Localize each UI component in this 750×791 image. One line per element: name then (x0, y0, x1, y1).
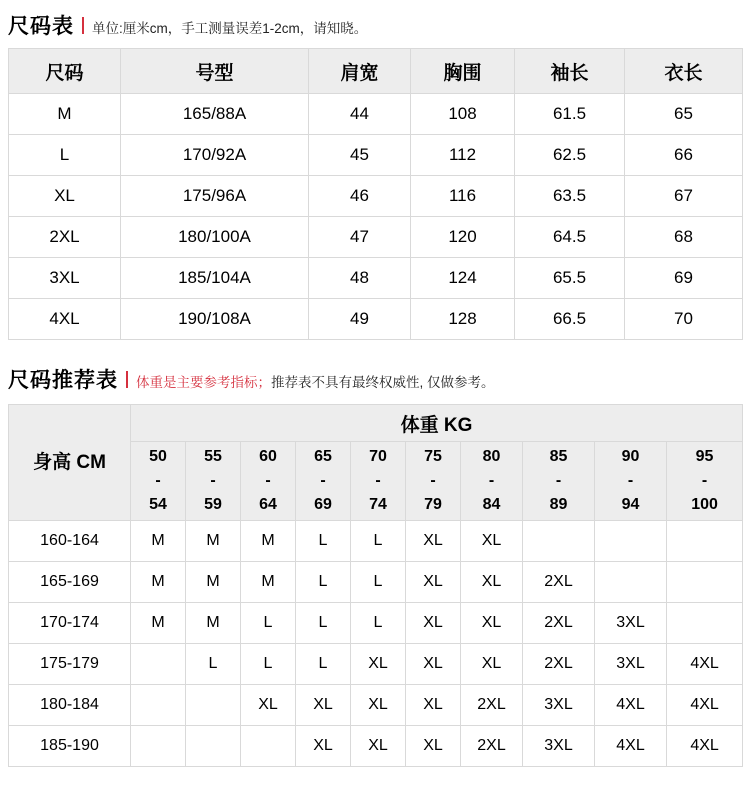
weight-dash: - (430, 472, 436, 489)
table-row (9, 685, 743, 726)
size-table-heading (0, 0, 750, 48)
size-cell (131, 685, 186, 726)
size-table-title: 尺码表 (8, 15, 74, 38)
size-cell: L (351, 562, 406, 603)
size-cell: 2XL (461, 685, 523, 726)
size-cell: L (351, 521, 406, 562)
size-cell: 3XL (523, 685, 595, 726)
size-cell: 4XL (595, 726, 667, 767)
table-cell: 62.5 (515, 135, 625, 176)
table-cell: 45 (309, 135, 411, 176)
table-cell: 108 (411, 94, 515, 135)
table-cell: 180/100A (121, 217, 309, 258)
weight-to: 94 (621, 496, 640, 513)
size-cell: XL (351, 726, 406, 767)
weight-range-column (241, 442, 296, 521)
table-row (9, 176, 743, 217)
table-row (9, 94, 743, 135)
size-cell: XL (461, 603, 523, 644)
weight-range-column (595, 442, 667, 521)
accent-divider (126, 371, 128, 388)
weight-from: 95 (695, 448, 714, 465)
size-cell: L (241, 603, 296, 644)
weight-range-column (131, 442, 186, 521)
size-cell: L (186, 644, 241, 685)
size-cell: XL (461, 562, 523, 603)
table-cell: XL (9, 176, 121, 217)
weight-from: 60 (259, 448, 277, 465)
table-cell: 68 (625, 217, 743, 258)
table-cell: 63.5 (515, 176, 625, 217)
table-cell: 65 (625, 94, 743, 135)
size-cell: XL (406, 562, 461, 603)
table-row (9, 258, 743, 299)
table-cell: M (9, 94, 121, 135)
table-row (9, 521, 743, 562)
height-header-line1: 身高 (33, 451, 72, 473)
table-cell: L (9, 135, 121, 176)
size-cell: L (296, 644, 351, 685)
table-cell: 61.5 (515, 94, 625, 135)
table-cell: 120 (411, 217, 515, 258)
size-table-col-header: 尺码 (9, 49, 121, 94)
height-cell: 180-184 (9, 685, 131, 726)
height-cell: 185-190 (9, 726, 131, 767)
weight-range-column (667, 442, 743, 521)
height-cell: 160-164 (9, 521, 131, 562)
size-cell: M (241, 562, 296, 603)
size-cell: 4XL (667, 685, 743, 726)
size-cell: 3XL (595, 603, 667, 644)
size-cell: XL (241, 685, 296, 726)
size-cell: 4XL (667, 644, 743, 685)
table-cell: 185/104A (121, 258, 309, 299)
table-cell: 3XL (9, 258, 121, 299)
weight-header: 体重 KG (131, 405, 743, 442)
size-cell: XL (406, 521, 461, 562)
size-table-col-header: 号型 (121, 49, 309, 94)
weight-from: 75 (424, 448, 442, 465)
weight-dash: - (555, 472, 562, 489)
table-cell: 116 (411, 176, 515, 217)
height-header-line2: CM (76, 451, 106, 473)
size-cell: 3XL (523, 726, 595, 767)
size-cell (667, 521, 743, 562)
table-cell: 190/108A (121, 299, 309, 340)
weight-range-column (351, 442, 406, 521)
size-cell (186, 685, 241, 726)
table-cell: 67 (625, 176, 743, 217)
size-cell: L (351, 603, 406, 644)
size-cell (667, 562, 743, 603)
size-cell: L (296, 603, 351, 644)
table-cell: 170/92A (121, 135, 309, 176)
weight-dash: - (155, 472, 161, 489)
weight-dash: - (320, 472, 326, 489)
accent-divider (82, 17, 84, 34)
height-cell: 170-174 (9, 603, 131, 644)
table-row (9, 217, 743, 258)
weight-from: 85 (549, 448, 568, 465)
size-table-header-row (9, 49, 743, 94)
weight-to: 64 (259, 496, 277, 513)
size-cell: XL (351, 644, 406, 685)
table-cell: 175/96A (121, 176, 309, 217)
weight-to: 54 (149, 496, 167, 513)
table-cell: 69 (625, 258, 743, 299)
size-cell: L (296, 521, 351, 562)
size-cell: XL (406, 726, 461, 767)
size-cell (523, 521, 595, 562)
size-cell (241, 726, 296, 767)
weight-range-column (523, 442, 595, 521)
table-cell: 44 (309, 94, 411, 135)
weight-to: 59 (204, 496, 222, 513)
size-cell (667, 603, 743, 644)
table-row (9, 299, 743, 340)
weight-dash: - (265, 472, 271, 489)
recommend-note-highlight: 体重是主要参考指标； (136, 375, 271, 390)
size-table (8, 48, 743, 340)
table-row (9, 644, 743, 685)
size-cell: 2XL (461, 726, 523, 767)
weight-from: 80 (482, 448, 501, 465)
table-cell: 48 (309, 258, 411, 299)
size-cell: M (241, 521, 296, 562)
size-cell: XL (296, 685, 351, 726)
size-table-col-header: 袖长 (515, 49, 625, 94)
size-cell: 4XL (667, 726, 743, 767)
size-cell: XL (351, 685, 406, 726)
weight-from: 90 (621, 448, 640, 465)
size-cell: M (131, 521, 186, 562)
size-cell: XL (461, 521, 523, 562)
weight-range-column (186, 442, 241, 521)
size-cell (595, 521, 667, 562)
size-cell: L (296, 562, 351, 603)
weight-from: 50 (149, 448, 167, 465)
section-spacer (0, 340, 750, 354)
table-row (9, 135, 743, 176)
weight-from: 70 (369, 448, 387, 465)
table-cell: 65.5 (515, 258, 625, 299)
size-cell: M (186, 562, 241, 603)
size-cell: 2XL (523, 562, 595, 603)
table-cell: 165/88A (121, 94, 309, 135)
height-header (9, 405, 131, 521)
size-cell: M (186, 603, 241, 644)
size-cell (131, 726, 186, 767)
size-cell: XL (406, 685, 461, 726)
recommend-note-rest: 推荐表不具有最终权威性, 仅做参考。 (271, 375, 495, 390)
size-cell: 3XL (595, 644, 667, 685)
size-cell: 2XL (523, 603, 595, 644)
size-table-col-header: 肩宽 (309, 49, 411, 94)
table-cell: 70 (625, 299, 743, 340)
weight-range-column (461, 442, 523, 521)
size-cell: M (131, 603, 186, 644)
weight-dash: - (375, 472, 381, 489)
weight-header-row (9, 405, 743, 442)
table-cell: 64.5 (515, 217, 625, 258)
table-cell: 46 (309, 176, 411, 217)
size-cell (595, 562, 667, 603)
table-cell: 66.5 (515, 299, 625, 340)
size-cell: M (186, 521, 241, 562)
recommend-table (8, 404, 743, 767)
recommend-table-heading (0, 354, 750, 402)
table-cell: 49 (309, 299, 411, 340)
table-cell: 2XL (9, 217, 121, 258)
weight-from: 65 (314, 448, 332, 465)
recommend-table-title: 尺码推荐表 (8, 369, 118, 392)
size-cell (186, 726, 241, 767)
weight-to: 89 (549, 496, 568, 513)
size-cell: XL (406, 603, 461, 644)
weight-to: 100 (691, 496, 718, 513)
table-cell: 66 (625, 135, 743, 176)
size-table-col-header: 衣长 (625, 49, 743, 94)
table-cell: 112 (411, 135, 515, 176)
weight-to: 74 (369, 496, 387, 513)
table-cell: 128 (411, 299, 515, 340)
weight-dash: - (210, 472, 216, 489)
size-cell: XL (406, 644, 461, 685)
weight-dash: - (701, 472, 708, 489)
table-cell: 47 (309, 217, 411, 258)
size-table-col-header: 胸围 (411, 49, 515, 94)
height-cell: 165-169 (9, 562, 131, 603)
size-cell: XL (461, 644, 523, 685)
weight-range-column (406, 442, 461, 521)
recommend-table-note (136, 371, 495, 391)
height-cell: 175-179 (9, 644, 131, 685)
weight-range-column (296, 442, 351, 521)
weight-dash: - (488, 472, 495, 489)
size-cell (131, 644, 186, 685)
size-cell: M (131, 562, 186, 603)
weight-to: 79 (424, 496, 442, 513)
weight-to: 84 (482, 496, 501, 513)
table-cell: 4XL (9, 299, 121, 340)
size-cell: L (241, 644, 296, 685)
table-cell: 124 (411, 258, 515, 299)
size-cell: 2XL (523, 644, 595, 685)
size-table-note: 单位:厘米cm，手工测量误差1-2cm，请知晓。 (92, 21, 368, 36)
table-row (9, 603, 743, 644)
size-cell: 4XL (595, 685, 667, 726)
weight-dash: - (627, 472, 634, 489)
table-row (9, 726, 743, 767)
weight-to: 69 (314, 496, 332, 513)
size-cell: XL (296, 726, 351, 767)
weight-from: 55 (204, 448, 222, 465)
table-row (9, 562, 743, 603)
